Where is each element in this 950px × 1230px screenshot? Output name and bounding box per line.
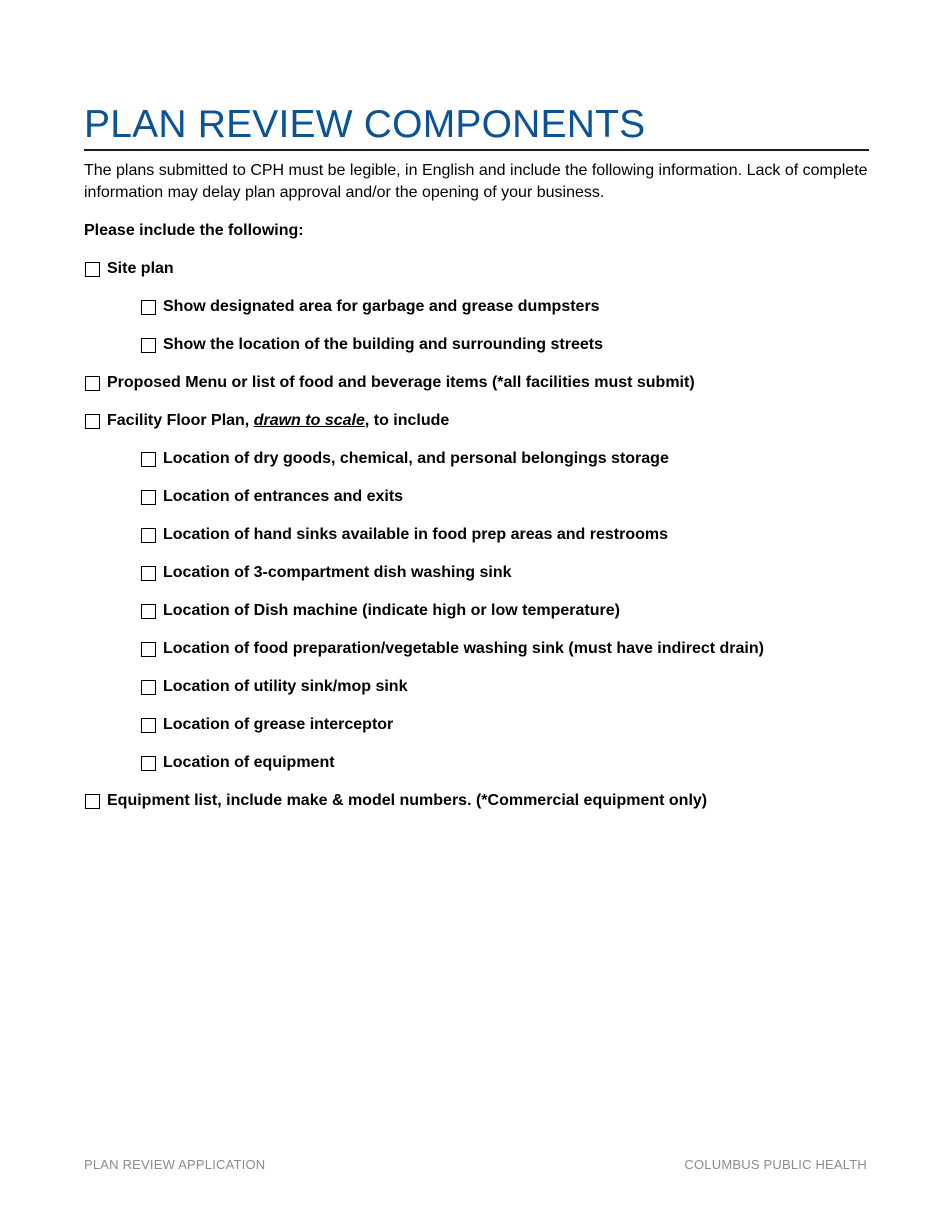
footer-left: PLAN REVIEW APPLICATION <box>84 1157 266 1172</box>
intro-paragraph: The plans submitted to CPH must be legible, in English and include the following information. Lack of complete information may delay plan approval and/or the opening of your business. <box>84 162 868 201</box>
checklist-item-hand-sinks <box>141 525 668 545</box>
checklist-item-equipment-location <box>141 753 335 773</box>
checkbox[interactable] <box>141 756 156 771</box>
checklist-label: Site plan <box>107 260 174 277</box>
checklist-item-grease-interceptor <box>141 715 393 735</box>
checklist-label: Location of utility sink/mop sink <box>163 678 408 695</box>
checkbox[interactable] <box>141 338 156 353</box>
checklist-label: Location of food preparation/vegetable washing sink (must have indirect drain) <box>163 640 764 657</box>
checklist-item-floor-plan <box>85 411 449 431</box>
checklist-item-entrances <box>141 487 403 507</box>
checklist-label: Location of dry goods, chemical, and personal belongings storage <box>163 450 669 467</box>
checklist-heading: Please include the following: <box>84 222 304 239</box>
checkbox[interactable] <box>141 490 156 505</box>
checklist-item-3-compartment-sink <box>141 563 511 583</box>
floor-plan-label-end: , to include <box>364 412 450 429</box>
checklist-item-utility-sink <box>141 677 407 697</box>
checklist-item-garbage-area <box>141 297 600 317</box>
checkbox[interactable] <box>141 452 156 467</box>
checklist-item-dry-goods <box>141 449 669 469</box>
title-divider <box>84 149 869 151</box>
checklist-label: Location of equipment <box>163 754 335 771</box>
checklist-label: Show the location of the building and surrounding streets <box>163 336 603 353</box>
checklist-label: Location of entrances and exits <box>163 488 404 505</box>
checkbox[interactable] <box>85 376 100 391</box>
floor-plan-label-start: Facility Floor Plan, <box>107 412 254 429</box>
floor-plan-emphasis: drawn to scale <box>253 412 365 429</box>
checklist-label: Show designated area for garbage and grease dumpsters <box>163 298 600 315</box>
checklist-item-dish-machine <box>141 601 620 621</box>
checklist-item-building-location <box>141 335 603 355</box>
checklist-label: Location of grease interceptor <box>163 716 394 733</box>
checkbox[interactable] <box>141 300 156 315</box>
checkbox[interactable] <box>141 642 156 657</box>
page-title: PLAN REVIEW COMPONENTS <box>84 103 646 146</box>
checklist-item-equipment-list <box>85 791 707 811</box>
checklist-item-site-plan <box>85 259 174 279</box>
checkbox[interactable] <box>85 414 100 429</box>
checkbox[interactable] <box>141 566 156 581</box>
checklist-label: Location of hand sinks available in food prep areas and restrooms <box>163 526 669 543</box>
checklist-item-food-prep-sink <box>141 639 764 659</box>
checklist-label: Location of 3-compartment dish washing sink <box>163 564 512 581</box>
checklist-item-menu <box>85 373 695 393</box>
checklist-label: Location of Dish machine (indicate high or low temperature) <box>163 602 620 619</box>
checkbox[interactable] <box>141 718 156 733</box>
checklist-label <box>107 411 449 431</box>
checklist-label: Equipment list, include make & model numbers. (*Commercial equipment only) <box>107 792 708 809</box>
checkbox[interactable] <box>141 680 156 695</box>
footer-right: COLUMBUS PUBLIC HEALTH <box>684 1157 867 1172</box>
checklist-label: Proposed Menu or list of food and beverage items (*all facilities must submit) <box>107 374 695 391</box>
checkbox[interactable] <box>85 262 100 277</box>
checkbox[interactable] <box>85 794 100 809</box>
checkbox[interactable] <box>141 528 156 543</box>
checkbox[interactable] <box>141 604 156 619</box>
